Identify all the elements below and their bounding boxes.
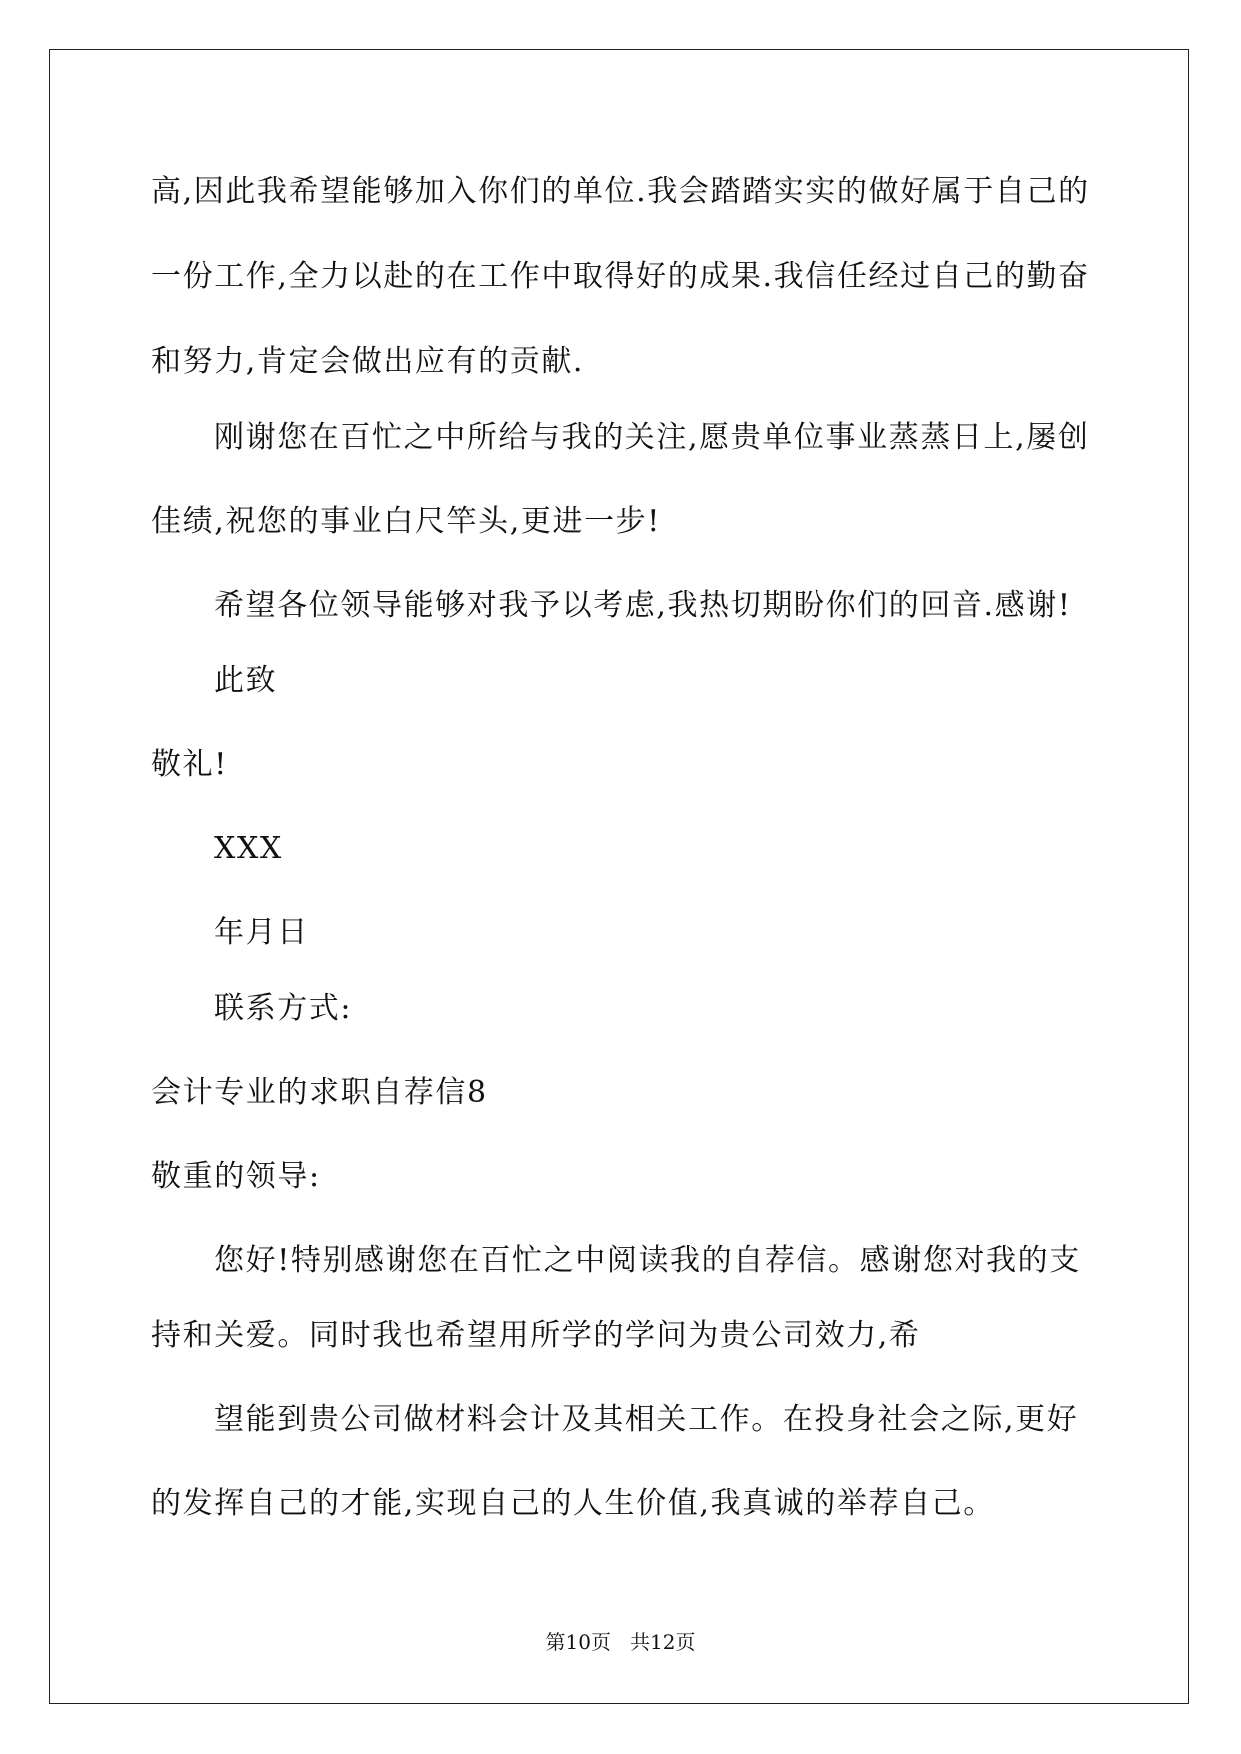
body-text-line: 希望各位领导能够对我予以考虑,我热切期盼你们的回音.感谢! (214, 588, 1072, 623)
body-text-line: 和努力,肯定会做出应有的贡献. (151, 344, 585, 379)
section-title: 会计专业的求职自荐信8 (151, 1075, 488, 1110)
body-text-line: 一份工作,全力以赴的在工作中取得好的成果.我信任经过自己的勤奋 (151, 259, 1090, 294)
body-text-line: 高,因此我希望能够加入你们的单位.我会踏踏实实的做好属于自己的 (151, 174, 1090, 209)
page-number-label: 第10页 共12页 (545, 1630, 696, 1654)
contact-label: 联系方式: (214, 991, 353, 1026)
body-text-line: 佳绩,祝您的事业白尺竿头,更进一步! (151, 504, 661, 539)
body-text-line: 刚谢您在百忙之中所给与我的关注,愿贵单位事业蒸蒸日上,屡创 (214, 420, 1090, 455)
page-number-footer (0, 1629, 1241, 1655)
body-text-line: 您好!特别感谢您在百忙之中阅读我的自荐信。感谢您对我的支 (214, 1243, 1081, 1278)
salutation: 敬重的领导: (151, 1159, 321, 1194)
page-border (49, 49, 1189, 1704)
body-text-line: 持和关爱。同时我也希望用所学的学问为贵公司效力,希 (151, 1318, 921, 1353)
body-text-line: 望能到贵公司做材料会计及其相关工作。在投身社会之际,更好 (214, 1402, 1079, 1437)
closing-phrase: 此致 (214, 663, 278, 698)
body-text-line: 的发挥自己的才能,实现自己的人生价值,我真诚的举荐自己。 (151, 1486, 995, 1521)
signature-date: 年月日 (214, 915, 309, 950)
signature-name: XXX (214, 831, 283, 866)
closing-salute: 敬礼! (151, 747, 228, 782)
